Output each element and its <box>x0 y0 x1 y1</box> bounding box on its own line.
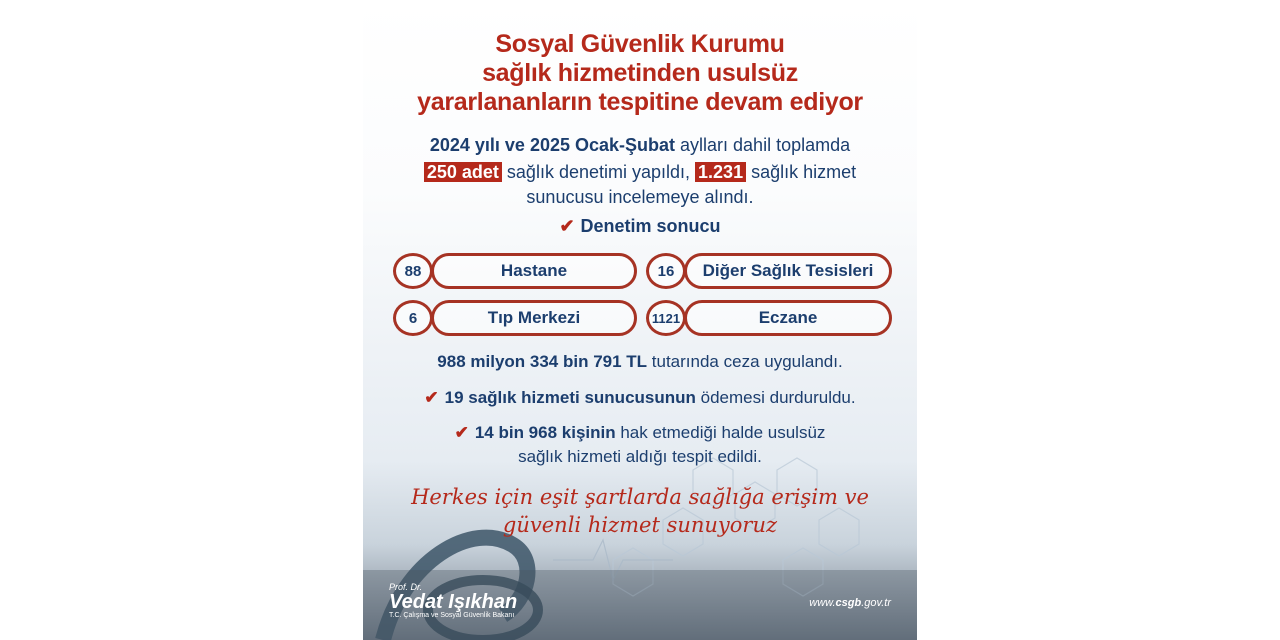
page-title <box>363 30 917 117</box>
infographic-poster <box>363 0 917 640</box>
payment-stopped-result <box>363 386 917 410</box>
audit-item-tip-merkezi <box>393 300 637 336</box>
fine-amount: 988 milyon 334 bin 791 TL <box>437 352 648 371</box>
intro-text-4: sunucusu incelemeye alındı. <box>526 187 754 207</box>
audit-item-count: 6 <box>393 300 433 336</box>
minister-name: Vedat Işıkhan <box>389 591 518 613</box>
minister-signature <box>389 582 517 619</box>
audit-item-count: 1121 <box>646 300 686 336</box>
fine-result <box>363 350 917 374</box>
minister-title-prefix: Prof. Dr. <box>389 582 423 592</box>
title-line-3: yararlananların tespitine devam ediyor <box>417 88 863 116</box>
url-suffix: .gov.tr <box>861 597 891 609</box>
slogan-line-1: Herkes için eşit şartlarda sağlığa erişim ve <box>411 485 869 509</box>
minister-role: T.C. Çalışma ve Sosyal Güvenlik Bakanı <box>389 612 515 619</box>
intro-text-2: sağlık denetimi yapıldı, <box>501 162 696 182</box>
title-line-1: Sosyal Güvenlik Kurumu <box>495 30 785 58</box>
checkmark-icon: ✔ <box>424 388 439 407</box>
audit-item-label: Diğer Sağlık Tesisleri <box>684 253 892 289</box>
audit-count-highlight: 250 adet <box>424 162 502 182</box>
provider-count-highlight: 1.231 <box>695 162 746 182</box>
slogan <box>363 483 917 539</box>
payment-stopped-count: 19 sağlık hizmeti sunucusunun <box>444 388 696 407</box>
audit-item-count: 16 <box>646 253 686 289</box>
persons-count: 14 bin 968 kişinin <box>474 423 616 442</box>
intro-paragraph <box>363 133 917 210</box>
persons-result <box>363 421 917 469</box>
audit-item-diger <box>646 253 892 289</box>
slogan-line-2: güvenli hizmet sunuyoruz <box>502 513 778 537</box>
title-line-2: sağlık hizmetinden usulsüz <box>482 59 798 87</box>
audit-item-count: 88 <box>393 253 433 289</box>
intro-period: 2024 yılı ve 2025 Ocak-Şubat <box>429 135 676 155</box>
checkmark-icon: ✔ <box>454 423 469 442</box>
url-prefix: www. <box>809 597 836 609</box>
checkmark-icon: ✔ <box>559 216 575 236</box>
fine-text: tutarında ceza uygulandı. <box>647 352 843 371</box>
intro-text-3: sağlık hizmet <box>746 162 857 182</box>
payment-stopped-text: ödemesi durduruldu. <box>695 388 856 407</box>
persons-text-2: sağlık hizmeti aldığı tespit edildi. <box>518 447 762 466</box>
intro-text-1: aylları dahil toplamda <box>675 135 851 155</box>
audit-item-label: Eczane <box>684 300 892 336</box>
url-domain: csgb <box>835 597 862 609</box>
audit-heading-label: Denetim sonucu <box>580 216 721 236</box>
audit-item-eczane <box>646 300 892 336</box>
audit-item-label: Hastane <box>431 253 637 289</box>
audit-item-label: Tıp Merkezi <box>431 300 637 336</box>
audit-result-heading <box>363 216 917 237</box>
website-url <box>809 597 891 609</box>
audit-item-hastane <box>393 253 637 289</box>
persons-text: hak etmediği halde usulsüz <box>615 423 826 442</box>
